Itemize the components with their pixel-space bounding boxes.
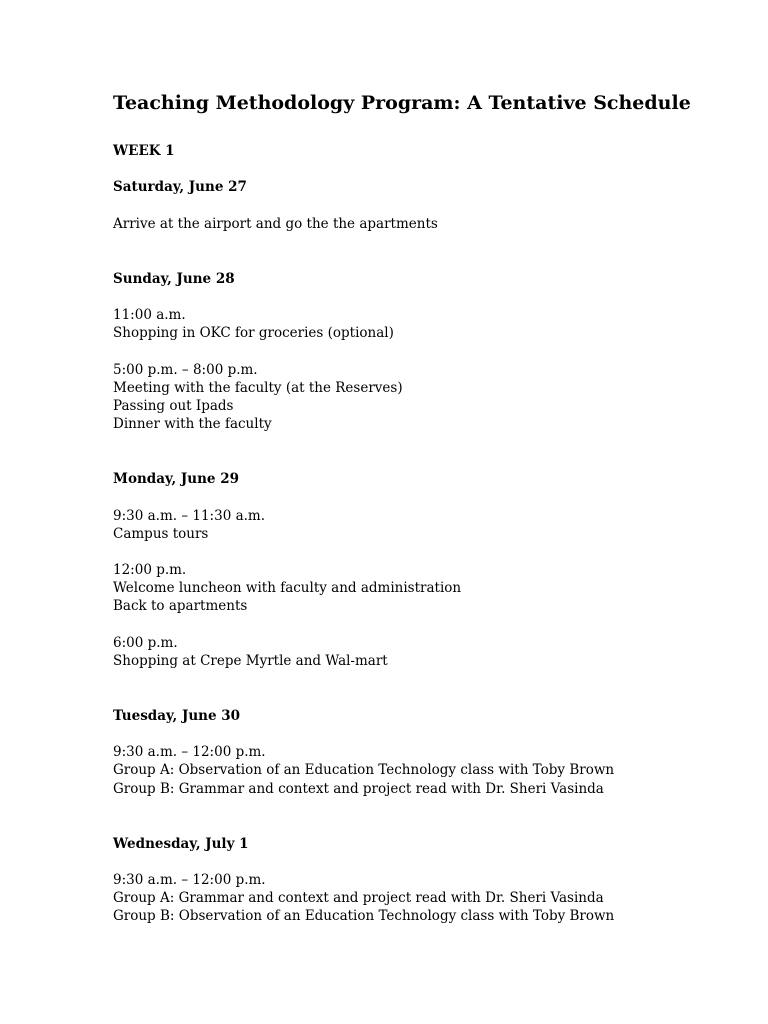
day-heading-saturday: Saturday, June 27 — [113, 179, 247, 195]
schedule-item: Shopping at Crepe Myrtle and Wal-mart — [113, 653, 388, 669]
schedule-item: Group B: Grammar and context and project read with Dr. Sheri Vasinda — [113, 781, 604, 797]
schedule-item: Group A: Grammar and context and project read with Dr. Sheri Vasinda — [113, 890, 604, 906]
document-title: Teaching Methodology Program: A Tentative Schedule — [113, 92, 691, 114]
schedule-item: Passing out Ipads — [113, 398, 234, 414]
week-label: WEEK 1 — [113, 143, 175, 159]
schedule-item: Group A: Observation of an Education Technology class with Toby Brown — [113, 762, 615, 778]
day-heading-wednesday: Wednesday, July 1 — [113, 836, 249, 852]
schedule-time: 9:30 a.m. – 12:00 p.m. — [113, 744, 266, 760]
schedule-time: 11:00 a.m. — [113, 307, 186, 323]
schedule-item: Meeting with the faculty (at the Reserves) — [113, 380, 403, 396]
schedule-item: Campus tours — [113, 526, 209, 542]
schedule-item: Welcome luncheon with faculty and administration — [113, 580, 462, 596]
schedule-item: Back to apartments — [113, 598, 248, 614]
schedule-item: Arrive at the airport and go the the apartments — [113, 216, 438, 232]
schedule-time: 12:00 p.m. — [113, 562, 187, 578]
day-heading-monday: Monday, June 29 — [113, 471, 239, 487]
schedule-time: 9:30 a.m. – 11:30 a.m. — [113, 508, 266, 524]
schedule-item: Group B: Observation of an Education Technology class with Toby Brown — [113, 908, 615, 924]
schedule-item: Dinner with the faculty — [113, 416, 272, 432]
day-heading-tuesday: Tuesday, June 30 — [113, 708, 241, 724]
schedule-time: 5:00 p.m. – 8:00 p.m. — [113, 362, 258, 378]
schedule-item: Shopping in OKC for groceries (optional) — [113, 325, 394, 341]
day-heading-sunday: Sunday, June 28 — [113, 271, 235, 287]
schedule-time: 9:30 a.m. – 12:00 p.m. — [113, 872, 266, 888]
schedule-time: 6:00 p.m. — [113, 635, 178, 651]
